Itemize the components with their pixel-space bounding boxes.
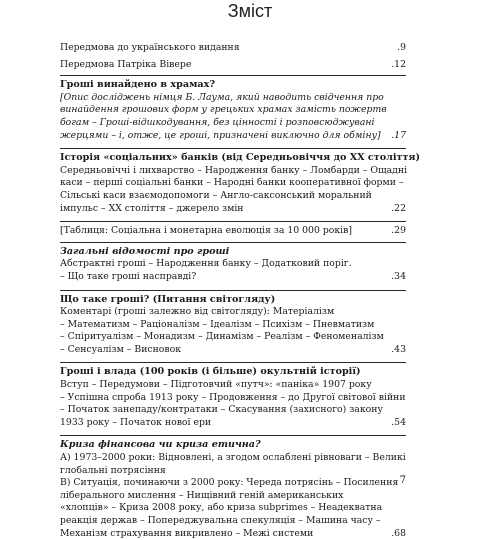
toc-entry-line — [60, 344, 406, 357]
toc-entry-text: Що таке гроші? (Питання світогляду) — [60, 293, 276, 305]
toc-entry-text: Гроші винайдено в храмах? — [60, 79, 215, 91]
toc-page-number: .12 — [391, 58, 406, 70]
section-divider — [60, 242, 406, 243]
toc-entry-line — [60, 271, 406, 284]
toc-entry-text: Історія «соціальних» банків (від Середньовіччя до XX століття) — [60, 152, 421, 164]
toc-entry-line — [60, 331, 406, 344]
toc-entry-line — [60, 104, 406, 117]
toc-entry-text: Абстрактні гроші – Народження банку – Додатковий поріг. — [60, 258, 352, 270]
toc-page-number: .17 — [391, 129, 406, 141]
toc-entry-text: імпульс – XX століття – джерело змін — [60, 202, 244, 214]
toc-entry-text: Вступ – Передумови – Підготовчий «путч»: «паніка» 1907 року — [60, 379, 372, 391]
toc-entry-text: каси – перші соціальні банки – Народні банки кооперативної форми – — [60, 177, 404, 189]
toc-entry-line — [60, 392, 406, 405]
toc-entry-text: – Математизм – Раціоналізм – Ідеалізм – Психізм – Пневматизм — [60, 318, 375, 330]
toc-section — [60, 59, 406, 72]
toc-section-heading — [60, 79, 406, 92]
toc-entry-text: глобальні потрясіння — [60, 464, 166, 476]
toc-entry-text: – Спіритуалізм – Монадизм – Динамізм – Реалізм – Феноменалізм — [60, 331, 384, 343]
toc-page-number: .29 — [391, 225, 406, 237]
toc-page-number: .68 — [391, 527, 406, 539]
toc-section-heading — [60, 152, 421, 165]
toc-entry-line — [60, 379, 406, 392]
toc-entry-line — [60, 502, 406, 515]
toc-entry-line — [60, 452, 406, 465]
toc-section — [60, 75, 406, 142]
table-of-contents — [60, 42, 421, 540]
toc-entry-line — [60, 165, 406, 178]
toc-entry-text: – Що таке гроші насправді? — [60, 270, 197, 282]
section-divider — [60, 75, 406, 76]
toc-entry-line — [60, 319, 406, 332]
toc-entry-line — [60, 190, 406, 203]
toc-entry-line — [60, 515, 406, 528]
toc-page-number: .22 — [391, 202, 406, 214]
toc-entry-text: ліберального мислення – Нищівний геній американських — [60, 489, 344, 501]
toc-page-number: .43 — [391, 343, 406, 355]
page-title: Зміст — [227, 1, 273, 21]
toc-section-heading — [60, 246, 406, 259]
section-divider — [60, 290, 406, 291]
section-divider — [60, 148, 406, 149]
toc-entry-text: Гроші і влада (100 років (і більше) окультній історії) — [60, 366, 361, 378]
toc-entry-text: – Сенсуалізм – Висновок — [60, 343, 182, 355]
toc-entry-text: [Опис досліджень німця Б. Лаума, який наводить свідчення про — [60, 91, 384, 103]
toc-entry-text: А) 1973–2000 роки: Відновлені, а згодом ослаблені рівноваги – Великі — [60, 452, 406, 464]
toc-entry-text: реакція держав – Попереджувальна спекуляція – Машина часу – — [60, 515, 381, 526]
toc-entry-text: Коментарі (гроші залежно від світогляду): Матеріалізм — [60, 306, 335, 318]
toc-entry-line — [60, 490, 406, 503]
toc-section-heading — [60, 439, 406, 452]
toc-entry-text: B) Ситуація, починаючи з 2000 року: Череда потрясінь – Посилення — [60, 477, 399, 489]
toc-entry-text: винайдення грошових форм у грецьких храмах замість пожертв — [60, 104, 387, 116]
toc-section — [60, 362, 406, 429]
toc-entry-line — [60, 177, 406, 190]
toc-entry-line — [60, 203, 406, 216]
toc-section — [60, 148, 421, 215]
toc-entry-line — [60, 59, 406, 72]
toc-entry-text: Механізм страхування викривлено – Межі системи — [60, 527, 314, 539]
toc-entry-text: – Успішна спроба 1913 року – Продовження – до Другої світової війни — [60, 391, 406, 403]
toc-entry-text: Загальні відомості про гроші — [60, 245, 230, 257]
toc-page-number: .54 — [391, 416, 406, 428]
page-number: 7 — [399, 475, 406, 486]
toc-section — [60, 242, 406, 284]
toc-section-heading — [60, 366, 406, 379]
toc-section — [60, 290, 406, 357]
toc-entry-line — [60, 404, 406, 417]
toc-entry-text: жерцями – і, отже, це гроші, призначені виключно для обміну] — [60, 129, 381, 141]
toc-entry-line — [60, 42, 406, 55]
toc-section — [60, 221, 406, 238]
toc-section-heading — [60, 294, 406, 307]
toc-entry-text: 1933 року – Початок нової ери — [60, 416, 212, 428]
toc-section — [60, 42, 406, 55]
toc-entry-line — [60, 130, 406, 143]
toc-entry-text: «хлопців» – Криза 2008 року, або криза subprimes – Неадекватна — [60, 502, 383, 514]
toc-entry-line — [60, 225, 406, 238]
toc-entry-line — [60, 465, 406, 478]
toc-entry-line — [60, 117, 406, 130]
toc-section — [60, 435, 406, 540]
toc-entry-line — [60, 417, 406, 430]
section-divider — [60, 435, 406, 436]
toc-entry-text: Криза фінансова чи криза етична? — [60, 439, 261, 451]
toc-entry-text: богам – Гроші-відшкодування, без цінності і розповсюджувані — [60, 116, 375, 128]
toc-entry-line — [60, 92, 406, 105]
toc-entry-text: Сільські каси взаємодопомоги – Англо-саксонський моральний — [60, 189, 372, 201]
toc-entry-line — [60, 528, 406, 540]
toc-page-number: .34 — [391, 270, 406, 282]
toc-entry-text: – Початок занепаду/контратаки – Скасування (захисного) закону — [60, 404, 383, 416]
toc-entry-text: Передмова Патріка Вівере — [60, 58, 192, 70]
toc-entry-text: Середньовіччі і лихварство – Народження банку – Ломбарди – Ощадні — [60, 164, 408, 176]
toc-entry-text: [Таблиця: Соціальна і монетарна еволюція за 10 000 років] — [60, 225, 353, 237]
section-divider — [60, 221, 406, 222]
section-divider — [60, 362, 406, 363]
toc-entry-line — [60, 306, 406, 319]
toc-entry-line — [60, 477, 406, 490]
toc-entry-text: Передмова до українського видання — [60, 42, 240, 53]
toc-page-number: .9 — [397, 42, 406, 53]
toc-entry-line — [60, 258, 406, 271]
